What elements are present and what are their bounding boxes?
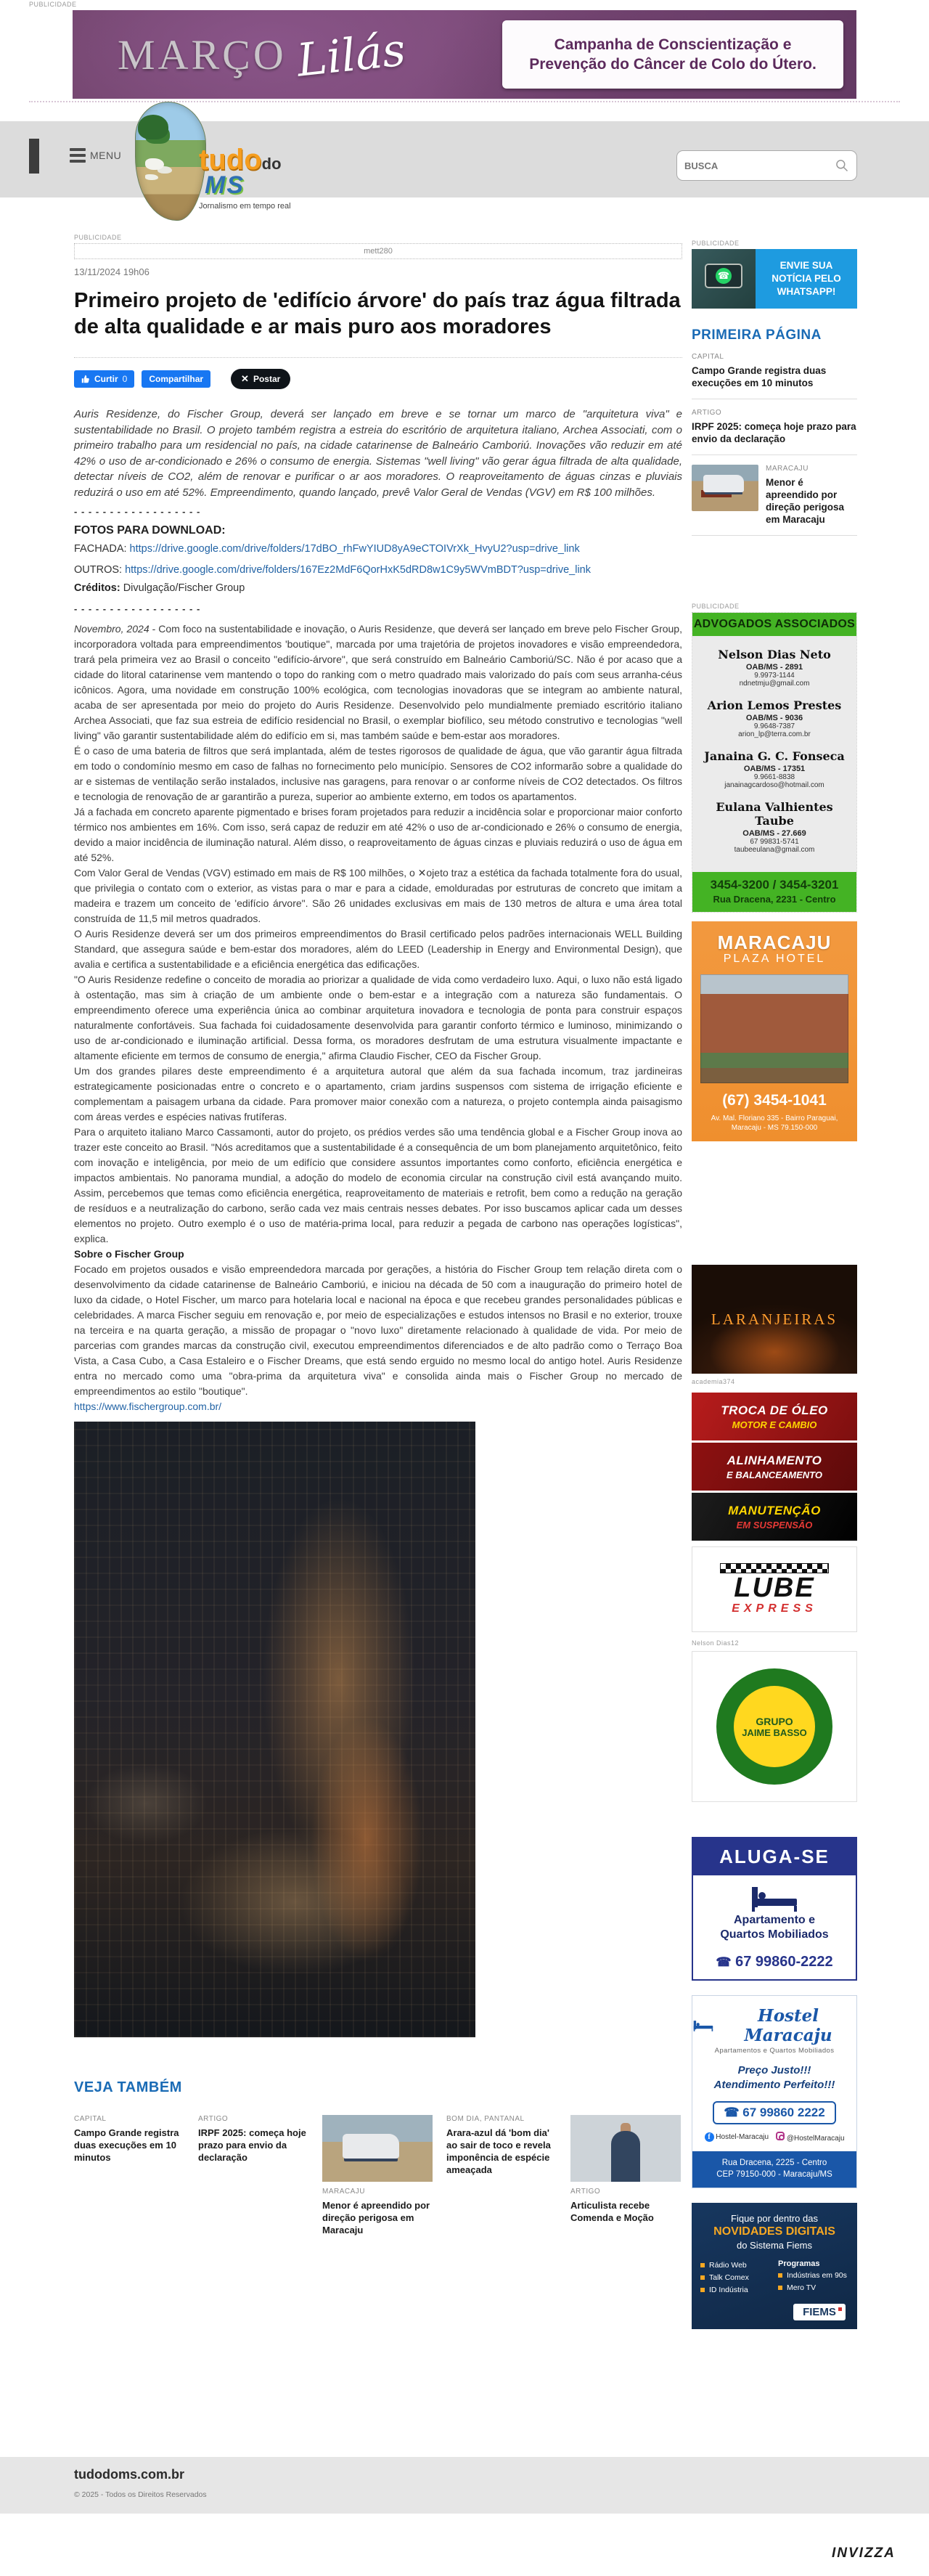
card-category: CAPITAL <box>74 2115 107 2123</box>
whatsapp-icon: ☎ <box>716 268 732 284</box>
menu-label: MENU <box>90 150 122 161</box>
facebook-like-button[interactable] <box>74 370 134 388</box>
fiems-outro: do Sistema Fiems <box>736 2240 813 2251</box>
veja-tambem-heading: VEJA TAMBÉM <box>74 2079 182 2095</box>
card-category: ARTIGO <box>198 2115 229 2123</box>
banner-title-script: Lilás <box>294 22 408 87</box>
thumbs-up-icon <box>81 375 90 383</box>
aluga-line1: Apartamento e <box>733 1914 816 1926</box>
primeira-pagina-heading: PRIMEIRA PÁGINA <box>692 327 822 343</box>
laranjeiras-text: LARANJEIRAS <box>711 1310 838 1328</box>
title-separator <box>74 357 682 358</box>
share-buttons-row <box>74 369 682 389</box>
sidebar-publicidade-label-1: PUBLICIDADE <box>692 240 740 247</box>
hotel-photo <box>700 974 848 1083</box>
laranjeiras-ad[interactable] <box>692 1265 857 1374</box>
manutencao-ad[interactable]: MANUTENÇÃO EM SUSPENSÃO <box>692 1493 857 1541</box>
nelson-ad-label: Nelson Dias12 <box>692 1639 740 1647</box>
article-title: Primeiro projeto de 'edifício árvore' do país traz água filtrada de alta qualidade e ar mais puro aos moradores <box>74 289 681 338</box>
ad-placeholder-text: mett280 <box>364 247 393 256</box>
aluga-line2: Quartos Mobiliados <box>720 1928 829 1941</box>
troca-de-oleo-ad[interactable]: TROCA DE ÓLEO MOTOR E CAMBIO <box>692 1393 857 1440</box>
dash-separator-2: - - - - - - - - - - - - - - - - - - <box>74 603 201 614</box>
ad-placeholder-slot[interactable] <box>74 243 682 259</box>
grupo-jaime-basso-ad[interactable] <box>692 1651 857 1802</box>
article-publicidade-label: PUBLICIDADE <box>74 234 122 241</box>
related-card[interactable] <box>322 2115 433 2236</box>
post-label: Postar <box>253 374 281 384</box>
article-lead: Auris Residenze, do Fischer Group, deverá ser lançado em breve e se tornar um marco de "arquitetura viva" e sustentabilidade no Brasil. O projeto também registra a estreia do escritório de arquitetura italiano, Archea Associati, com o primeiro trabalho para um residencial no país, na cidade catarinense de Balneário Camboriú. Inovações vão reduzir em até 42% o uso de ar-condicionado e 26% o consumo de energia. Sistemas "well living" vão gerar água filtrada de alta qualidade, detectar níveis de CO2, além de renovar e purificar o ar aos moradores. O reaproveitamento de águas cinzas e pluviais reduzirá o uso em até 52%. Empreendimento, quando lançado, prevê Valor Geral de Vendas (VGV) em R$ 100 milhões. <box>74 408 682 499</box>
sidebar-news-item[interactable] <box>692 343 857 399</box>
sidebar-publicidade-label-2: PUBLICIDADE <box>692 603 740 610</box>
site-logo[interactable] <box>135 102 293 225</box>
hotel-address: Av. Mal. Floriano 335 - Bairro Paraguai, Maracaju - MS 79.150-000 <box>711 1114 838 1132</box>
fiems-program-list: Programas Indústrias em 90s Mero TV <box>778 2259 848 2296</box>
phone-icon: ☎ <box>716 1955 732 1969</box>
article-body <box>74 621 682 1414</box>
tree-icon <box>138 115 168 139</box>
bed-icon <box>749 1884 800 1913</box>
like-count: 0 <box>122 374 128 384</box>
news-category: ARTIGO <box>692 409 722 417</box>
hostel-phone: ☎ 67 99860 2222 <box>713 2101 836 2124</box>
lube-wordmark: LUBE <box>734 1573 815 1603</box>
bed-icon <box>692 2018 714 2033</box>
photo-link1-label: FACHADA: <box>74 543 127 555</box>
photos-download-heading: FOTOS PARA DOWNLOAD: <box>74 524 226 537</box>
checkered-flag-graphic <box>720 1563 829 1573</box>
photo-link-fachada <box>74 540 682 558</box>
aluga-se-ad[interactable] <box>692 1837 857 1981</box>
facebook-share-button[interactable] <box>142 370 210 388</box>
share-label: Compartilhar <box>149 374 204 384</box>
credits-line <box>74 579 682 598</box>
menu-button[interactable] <box>70 148 121 163</box>
body-paragraph: Um dos grandes pilares deste empreendimento é a arquitetura autoral que além da sua fachada incomum, traz jardineiras estrategicamente posicionadas entre o concreto e o apartamento, criam jardins suspensos com sistema de irrigação eficiente e complementam a paisagem urbana da cidade. Para promover maior conexão com a natureza, o projeto contempla ainda paisagismo com áreas verdes e espécies nativas frutíferas. <box>74 1065 682 1122</box>
x-post-button[interactable] <box>231 369 290 389</box>
advogados-associados-ad[interactable] <box>692 612 857 913</box>
lawyer-entry: Nelson Dias Neto OAB/MS - 2891 9.9973-1144 ndnetmju@gmail.com <box>718 648 831 688</box>
advogados-heading: ADVOGADOS ASSOCIADOS <box>692 613 856 636</box>
logo-word-do: do <box>261 155 282 173</box>
invizza-watermark: INVIZZA <box>832 2546 896 2561</box>
banner-title: MARÇO <box>118 30 287 78</box>
fiems-logo: FIEMS <box>793 2304 846 2320</box>
lube-express-ad[interactable] <box>692 1546 857 1632</box>
news-title: IRPF 2025: começa hoje prazo para envio da declaração <box>692 421 856 444</box>
hostel-promo: Preço Justo!!! Atendimento Perfeito!!! <box>713 2064 835 2091</box>
aluga-se-heading: ALUGA-SE <box>693 1838 856 1875</box>
whatsapp-ad-text: ENVIE SUA NOTÍCIA PELO WHATSAPP! <box>756 249 857 309</box>
body-paragraph: O Auris Residenze deverá ser um dos primeiros empreendimentos do Brasil certificado pelos padrões internacionais WELL Building Standard, que assegura saúde e bem-estar dos moradores, além do LEED (Leadership in Energy and Environmental Design), que avalia e certifica a sustentabilidade e a eficiência energética das edificações. <box>74 928 682 970</box>
body-paragraph: Para o arquiteto italiano Marco Cassamonti, autor do projeto, os prédios verdes são uma tendência global e a Fischer Group inova ao trazer este conceito ao Brasil. "Nós acreditamos que a sustentabilidade é a consequência de um bom planejamento arquitetônico, feito com inovação e inteligência, por meio de um edifício que considere assuntos importantes como conforto, eficiência energética e impactos ambientais. No panorama mundial, a adoção do modelo de economia circular na construção civil está avançando muito. Assim, percebemos que temas como eficiência energética, reaproveitamento de materiais e retrofit, bem como a redução na geração de resíduos e a neutralização do carbono, serão cada vez mais centrais nesses debates. Por isso buscamos aplicar cada um desses elementos no projeto. Outro exemplo é o uso de matéria-prima local, para reduzir a pegada de carbono nas operações logísticas", explica. <box>74 1126 682 1244</box>
search-icon[interactable] <box>835 158 849 173</box>
news-category: MARACAJU <box>766 465 809 473</box>
facebook-icon: f <box>705 2132 714 2142</box>
lawyer-entry: Eulana Valhientes Taube OAB/MS - 27.669 67 99831-5741 taubeeulana@gmail.com <box>716 800 833 854</box>
hamburger-icon <box>70 148 86 163</box>
sidebar-news-item[interactable] <box>692 399 857 455</box>
footer-copyright: © 2025 - Todos os Direitos Reservados <box>74 2490 207 2499</box>
card-title: Arara-azul dá 'bom dia' ao sair de toco e revela imponência de espécie ameaçada <box>446 2127 551 2175</box>
jaime-basso-logo: GRUPO JAIME BASSO <box>716 1668 832 1785</box>
footer <box>0 2457 929 2514</box>
article-column <box>74 234 682 2236</box>
veja-tambem-cards <box>74 2115 682 2236</box>
related-card[interactable] <box>198 2115 308 2236</box>
fiems-item-list: Rádio Web Talk Comex ID Indústria <box>700 2259 771 2296</box>
building-night-photo <box>74 1422 475 2037</box>
hostel-social-row: f Hostel-Maracaju @HostelMaracaju <box>692 2132 856 2143</box>
banner-subtitle-line2: Prevenção do Câncer de Colo do Útero. <box>529 56 817 73</box>
article-subheading: Sobre o Fischer Group <box>74 1248 184 1260</box>
fiems-intro: Fique por dentro das <box>731 2213 818 2224</box>
card-title: Menor é apreendido por direção perigosa em Maracaju <box>322 2200 430 2235</box>
top-publicidade-label: PUBLICIDADE <box>29 1 77 8</box>
banner-subtitle-box <box>502 20 843 89</box>
hostel-name: Hostel Maracaju <box>744 2006 832 2045</box>
dash-separator-1: - - - - - - - - - - - - - - - - - - <box>74 506 201 517</box>
express-wordmark: EXPRESS <box>732 1602 817 1615</box>
whatsapp-news-ad[interactable] <box>692 249 857 309</box>
marco-lilas-banner-ad[interactable] <box>73 10 856 99</box>
logo-tagline: Jornalismo em tempo real <box>199 202 291 211</box>
photo-link2-label: OUTROS: <box>74 564 123 576</box>
search-box[interactable] <box>676 150 857 181</box>
like-label: Curtir <box>94 374 118 384</box>
logo-word-tudo: tudo <box>199 144 262 176</box>
news-title: Campo Grande registra duas execuções em 10 minutos <box>692 365 827 388</box>
side-menu-tab[interactable] <box>29 139 39 174</box>
lawyer-entry: Arion Lemos Prestes OAB/MS - 9036 9.9648-7387 arion_lp@terra.com.br <box>707 698 842 738</box>
body-paragraph: É o caso de uma bateria de filtros que será implantada, além de testes rigorosos de qualidade de água, que vão garantir água filtrada em todo o condomínio mesmo em caso de falhas no fornecimento pelo município. Sensores de CO2 informarão sobre a qualidade do ar e sistemas de ventilação serão instalados, inclusive nas garagens, para renovar o ar conforme níveis de CO2 detectados. Os filtros e tecnologia de renovação de ar garantirão a pureza, superior ao ambiente externo, em todos os apartamentos. <box>74 745 682 802</box>
card-category: MARACAJU <box>322 2188 366 2196</box>
sidebar <box>692 240 857 2329</box>
body-paragraph: "O Auris Residenze redefine o conceito de moradia ao priorizar a qualidade de vida como verdadeiro luxo. Aqui, o luxo não está ligado à ostentação, mas sim à criação de um ambiente onde o bem-estar e a integração com a natureza são fundamentais. O empreendimento oferece uma experiência única ao combinar arquitetura inovadora e tecnologia de ponta para construir espaços naturalmente confortáveis. Sua fachada foi cuidadosamente desenvolvida para garantir conforto térmico e luminoso, minimizando o uso de ar-condicionado e iluminação artificial. Dessa forma, os moradores desfrutam de uma estrutura visualmente impactante e altamente eficiente em termos de consumo de energia," afirma Claudio Fischer, CEO da Fischer Group. <box>74 974 682 1061</box>
credits-label: Créditos: <box>74 582 120 594</box>
whatsapp-phone-photo <box>692 249 756 309</box>
veja-tambem-section <box>74 2079 682 2236</box>
hotel-name-2: PLAZA HOTEL <box>723 953 826 965</box>
hotel-name: MARACAJU <box>717 932 832 953</box>
body-paragraph: Com Valor Geral de Vendas (VGV) estimado em mais de R$ 100 milhões, o ✕ojeto traz a estética da fachada totalmente fora do usual, que privilegia o contato com o exterior, as vistas para o mar e para a cidade, emolduradas por estruturas de concreto que imitam a madeira e trazem um conceito de 'edifício árvore". São 26 unidades exclusivas em mais de 130 metros de altura e uma área total construída de 11,5 mil metros quadrados. <box>74 867 682 924</box>
search-input[interactable] <box>684 160 835 171</box>
banner-subtitle-line1: Campanha de Conscientização e <box>554 36 792 53</box>
related-card[interactable] <box>570 2115 681 2236</box>
hotel-phone: (67) 3454-1041 <box>722 1092 827 1109</box>
body-paragraph: Novembro, 2024 - Com foco na sustentabilidade e inovação, o Auris Residenze, que deverá ser lançado em breve pelo Fischer Group, incorporadora voltada para empreendimentos 'boutique", marcada por uma trajetória de projetos inovadores e visão empreendedora, trará pela primeira vez ao Brasil o conceito "edifício-árvore", que será construído em Balneário Camboriú/SC. Não é por acaso que a cidade do litoral catarinense vem mantendo o topo do ranking com o metro quadrado mais valorizado do país com seus arranha-céus icônicos. Agora, uma novidade em construção 100% ecológica, com tecnologias inovadoras que se integram ao ambiente natural, acaba de ser apresentada por meio do projeto do Auris Residenze. Desenvolvido pelo mundialmente premiado escritório italiano Archea Associati, que faz sua estreia de edifício residencial no Brasil, o exemplar biofílico, seu método construtivo e tecnologias "well living" vão garantir sustentabilidade além do edifício em si, mas também saúde e bem-estar aos moradores. <box>74 623 682 741</box>
phone-icon: ☎ <box>724 2106 740 2119</box>
article-date: 13/11/2024 19h06 <box>74 266 150 277</box>
sidebar-news-item[interactable] <box>692 455 857 536</box>
lawyer-entry: Janaina G. C. Fonseca OAB/MS - 17351 9.9661-8838 janainagcardoso@hotmail.com <box>704 749 845 789</box>
card-image <box>322 2115 433 2182</box>
credits-value: Divulgação/Fischer Group <box>123 582 245 594</box>
advogados-contact: 3454-3200 / 3454-3201 Rua Dracena, 2231 - Centro <box>692 872 856 912</box>
alinhamento-ad[interactable]: ALINHAMENTO E BALANCEAMENTO <box>692 1443 857 1491</box>
fiems-highlight: NOVIDADES DIGITAIS <box>713 2225 835 2238</box>
card-title: Articulista recebe Comenda e Moção <box>570 2200 654 2223</box>
news-title: Menor é apreendido por direção perigosa em Maracaju <box>766 477 845 525</box>
aluga-phone: ☎ 67 99860-2222 <box>716 1954 833 1970</box>
body-dateline: Novembro, 2024 <box>74 623 150 635</box>
hostel-maracaju-ad[interactable] <box>692 1995 857 2188</box>
logo-word-ms: MS <box>205 171 245 199</box>
news-thumbnail <box>692 465 758 511</box>
instagram-icon <box>776 2132 785 2140</box>
x-logo-icon: ✕ <box>241 373 249 384</box>
card-title: IRPF 2025: começa hoje prazo para envio da declaração <box>198 2127 306 2163</box>
card-title: Campo Grande registra duas execuções em 10 minutos <box>74 2127 179 2163</box>
academia-ad-label: academia374 <box>692 1378 735 1385</box>
photo-link-outros <box>74 561 682 579</box>
related-card[interactable] <box>446 2115 557 2236</box>
related-card[interactable] <box>74 2115 184 2236</box>
hostel-subtitle: Apartamentos e Quartos Mobiliados <box>714 2047 835 2055</box>
fischergroup-site-link[interactable]: https://www.fischergroup.com.br/ <box>74 1401 222 1412</box>
hostel-address: Rua Dracena, 2225 - Centro CEP 79150-000 - Maracaju/MS <box>692 2151 856 2188</box>
card-category: BOM DIA, PANTANAL <box>446 2115 525 2123</box>
fachada-drive-link[interactable]: https://drive.google.com/drive/folders/17dBO_rhFwYIUD8yA9eCTOIVrXk_HvyU2?usp=drive_link <box>129 543 580 555</box>
maracaju-plaza-hotel-ad[interactable] <box>692 921 857 1141</box>
card-category: ARTIGO <box>570 2188 601 2196</box>
body-paragraph: Já a fachada em concreto aparente pigmentado e brises foram projetados para reduzir a incidência solar e proporcionar maior conforto térmico nos ambientes em 16%. Com isso, será capaz de reduzir em até 42% o uso de ar-condicionado e 26% o consumo de energia, devido a maior incidência de iluminação natural. Além disso, o reaproveitamento de águas cinzas e pluviais reduzirá o uso de água em até 52%. <box>74 806 682 863</box>
fiems-ad[interactable] <box>692 2203 857 2329</box>
footer-site-name[interactable]: tudodoms.com.br <box>74 2467 184 2482</box>
news-category: CAPITAL <box>692 353 724 361</box>
body-paragraph: Focado em projetos ousados e visão empreendedora marcada por gerações, a história do Fischer Group tem relação direta com o desenvolvimento da cidade catarinense de Balneário Camboriú, e iniciou na década de 50 com a inauguração do primeiro hotel de luxo da cidade, o Hotel Fischer, um marco para hotelaria local e nacional na época e que recebeu grandes personalidades públicas e celebridades. A marca Fischer seguiu em renovação e, por meio de especializações e estudos intensos no Brasil e no exterior, trouxe na terceira e na quarta geração, a missão de propagar o "novo luxo" diretamente relacionado à qualidade de vida. Por meio de parcerias com grandes marcas da construção civil, executou empreendimentos diferenciados e de alto padrão como o Terraço Boa Vista, a Casa Cubo, a Casa Estaleiro e o Fischer Dreams, que está sendo erguido no mesmo local do antigo hotel. Auris Residenze entra no mercado como uma "obra-prima da arquitetura viva" e consolida ainda mais o Fischer Group no mercado de empreendimentos ao estilo "boutique". <box>74 1263 682 1397</box>
outros-drive-link[interactable]: https://drive.google.com/drive/folders/167Ez2MdF6QorHxK5dRD8w1C9y5WVmBDT?usp=drive_link <box>125 564 591 576</box>
cattle-icon <box>145 158 164 170</box>
card-image <box>570 2115 681 2182</box>
